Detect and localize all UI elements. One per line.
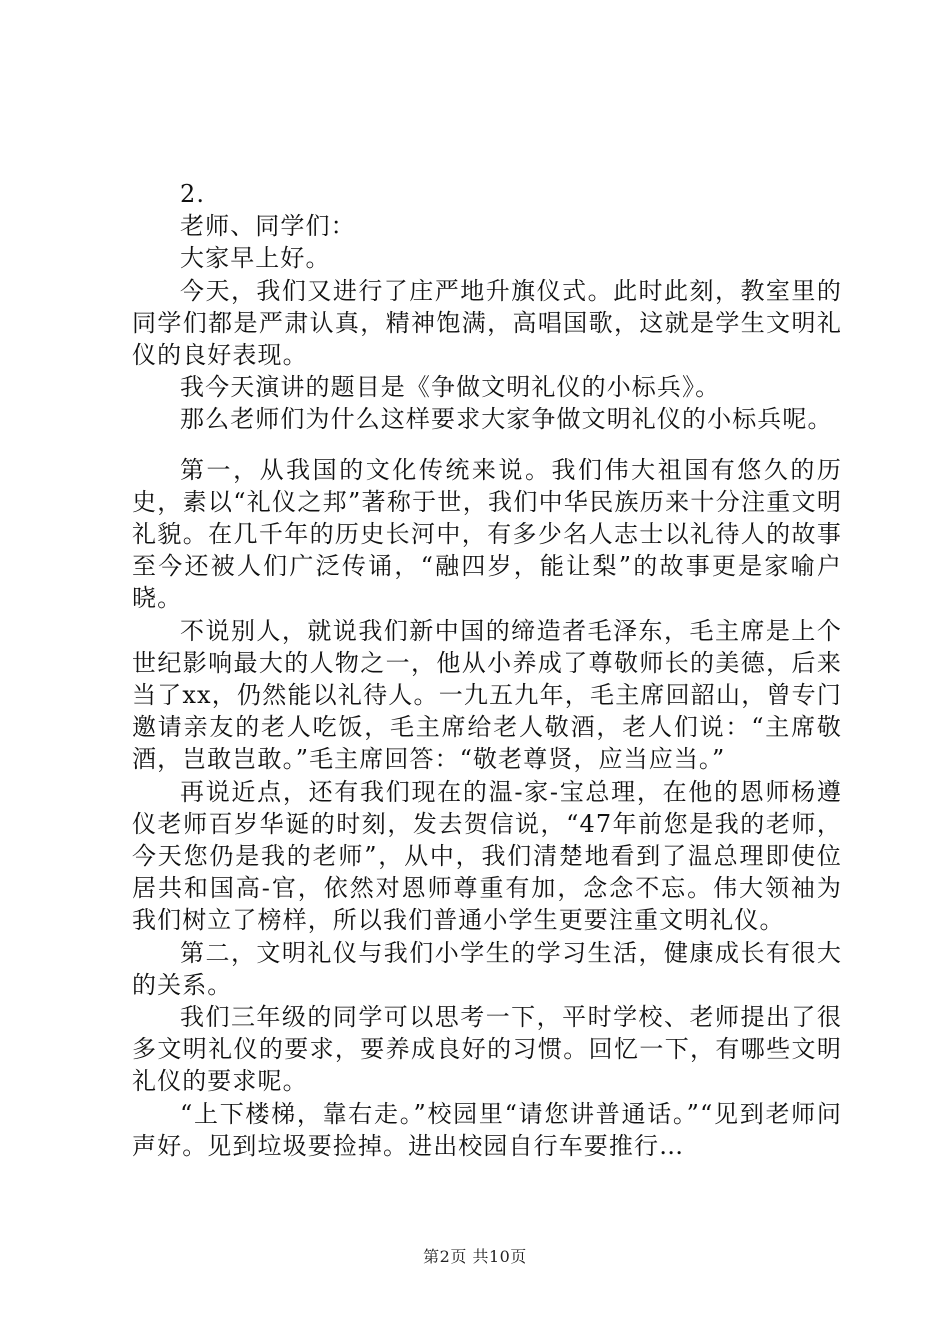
paragraph-rules: “上下楼梯，靠右走。”校园里“请您讲普通话。”“见到老师问声好。见到垃圾要捡掉。进出校园自行车要推行… [132, 1099, 842, 1160]
paragraph-question: 那么老师们为什么这样要求大家争做文明礼仪的小标兵呢。 [180, 405, 833, 434]
paragraph-reflection: 我们三年级的同学可以思考一下，平时学校、老师提出了很多文明礼仪的要求，要养成良好的习惯。回忆一下，有哪些文明礼仪的要求呢。 [132, 1003, 842, 1096]
paragraph-premier-example: 再说近点，还有我们现在的温-家-宝总理，在他的恩师杨遵仪老师百岁华诞的时刻，发去贺信说，“47年前您是我的老师，今天您仍是我的老师”，从中，我们清楚地看到了温总理即使位居共和国高-官，依然对恩师尊重有加，念念不忘。伟大领袖为我们树立了榜样，所以我们普通小学生更要注重文明礼仪。 [132, 777, 842, 935]
greeting: 大家早上好。 [180, 244, 331, 273]
paragraph-first-point: 第一，从我国的文化传统来说。我们伟大祖国有悠久的历史，素以“礼仪之邦”著称于世，我们中华民族历来十分注重文明礼貌。在几千年的历史长河中，有多少名人志士以礼待人的故事至今还被人们广泛传诵，“融四岁，能让梨”的故事更是家喻户晓。 [132, 455, 842, 613]
paragraph-ceremony: 今天，我们又进行了庄严地升旗仪式。此时此刻，教室里的同学们都是严肃认真，精神饱满，高唱国歌，这就是学生文明礼仪的良好表现。 [132, 276, 842, 370]
salutation: 老师、同学们： [180, 212, 356, 241]
paragraph-topic: 我今天演讲的题目是《争做文明礼仪的小标兵》。 [180, 373, 721, 402]
page-footer: 第2页 共10页 [423, 1247, 527, 1266]
paragraph-second-point: 第二，文明礼仪与我们小学生的学习生活，健康成长有很大的关系。 [132, 938, 842, 999]
section-number: 2. [180, 180, 206, 208]
document-body [132, 178, 842, 1162]
paragraph-gap [132, 436, 842, 454]
paragraph-mao-example: 不说别人，就说我们新中国的缔造者毛泽东，毛主席是上个世纪影响最大的人物之一，他从小养成了尊敬师长的美德，后来当了xx，仍然能以礼待人。一九五九年，毛主席回韶山，曾专门邀请亲友的老人吃饭，毛主席给老人敬酒，老人们说：“主席敬酒，岂敢岂敢。”毛主席回答：“敬老尊贤，应当应当。” [132, 616, 842, 774]
